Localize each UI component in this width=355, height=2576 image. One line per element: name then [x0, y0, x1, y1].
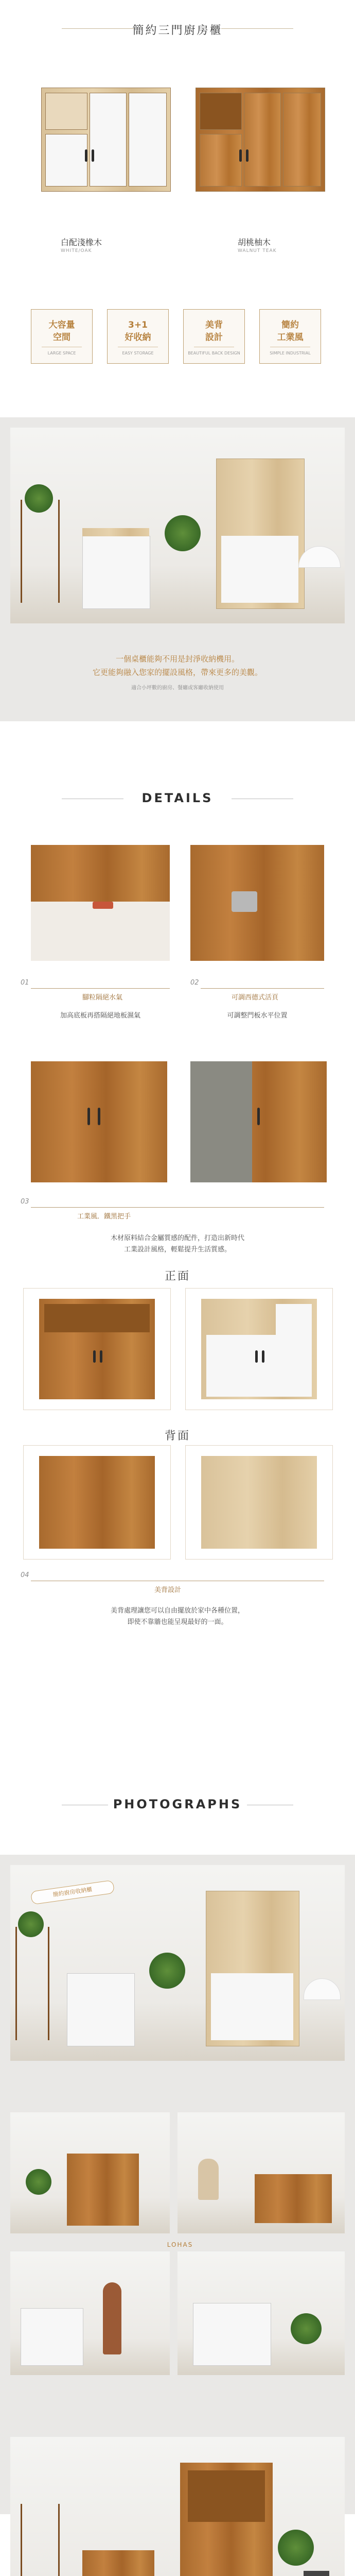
feature-easy-storage: 3+1 好收納 EASY STORAGE [107, 309, 169, 364]
product-image-walnut [190, 77, 329, 198]
detail-photo-handle-left [31, 1061, 167, 1182]
detail-label-1: 腳粒隔絕水氣 [82, 994, 123, 1002]
intro-room-photo [10, 428, 345, 623]
photo-room-6 [10, 2437, 345, 2576]
detail-desc-4a: 美背處理讓您可以自由擺放於家中各種位置， [110, 1607, 244, 1615]
detail-desc-3a: 木材原料結合金屬質感的配件，打造出新時代 [110, 1234, 244, 1242]
detail-desc-1: 加高底板再搭隔絕地板濕氣 [60, 1012, 140, 1020]
lohas-label: LOHAS [167, 2241, 193, 2248]
intro-line-1: 一個桌櫃能夠不用是封淨收納機用。 [115, 654, 239, 664]
product-image-white [36, 77, 175, 198]
photo-room-2 [10, 2112, 170, 2233]
detail-rule-3 [31, 1207, 324, 1208]
back-view-title: 背面 [164, 1430, 190, 1443]
detail-num-2: 02 [190, 979, 199, 987]
photo-room-5 [177, 2251, 345, 2375]
detail-photo-handle-right [190, 1061, 327, 1182]
photo-tag: 簡約廚房收納櫃 [30, 1880, 115, 1905]
front-view-white [185, 1288, 333, 1410]
back-view-white [185, 1445, 333, 1560]
photo-room-3 [177, 2112, 345, 2233]
photo-room-4 [10, 2251, 170, 2375]
detail-photo-feet [31, 845, 170, 961]
page-title: 簡約三門廚房櫃 [132, 24, 223, 37]
detail-rule-2 [201, 988, 324, 989]
detail-label-2: 可調西德式活頁 [232, 994, 279, 1002]
product-name-white: 白配淺橡木 [61, 238, 102, 247]
detail-num-4: 04 [21, 1571, 29, 1579]
detail-desc-3b: 工業設計風格，輕鬆提升生活質感。 [123, 1246, 231, 1253]
product-name-walnut: 胡桃柚木 [238, 238, 271, 247]
detail-photo-hinge [190, 845, 324, 961]
detail-label-3: 工業風．鐵黑把手 [77, 1213, 131, 1221]
detail-rule-1 [31, 988, 170, 989]
feature-large-space: 大容量 空間 LARGE SPACE [31, 309, 93, 364]
detail-label-4: 美背設計 [154, 1586, 182, 1594]
product-sub-white: WHITE/OAK [61, 248, 92, 253]
detail-desc-2: 可調整門板水平位置 [227, 1012, 288, 1020]
photos-title: PHOTOGRAPHS [113, 1797, 242, 1811]
intro-small: 適合小坪數的廚房、餐廳或客廳收納使用 [131, 685, 224, 691]
detail-desc-4b: 即使不靠牆也能呈現最好的一面。 [127, 1618, 228, 1626]
intro-line-2: 它更能夠融入您家的擺設風格，帶來更多的美觀。 [92, 668, 262, 677]
front-view-title: 正面 [164, 1270, 190, 1283]
back-view-walnut [23, 1445, 171, 1560]
details-title: DETAILS [141, 791, 214, 805]
product-sub-walnut: WALNUT TEAK [238, 248, 277, 253]
detail-num-1: 01 [21, 979, 29, 987]
front-view-walnut [23, 1288, 171, 1410]
detail-num-3: 03 [21, 1198, 29, 1206]
feature-industrial: 簡約 工業風 SIMPLE INDUSTRIAL [259, 309, 321, 364]
feature-back-design: 美背 設計 BEAUTIFUL BACK DESIGN [183, 309, 245, 364]
